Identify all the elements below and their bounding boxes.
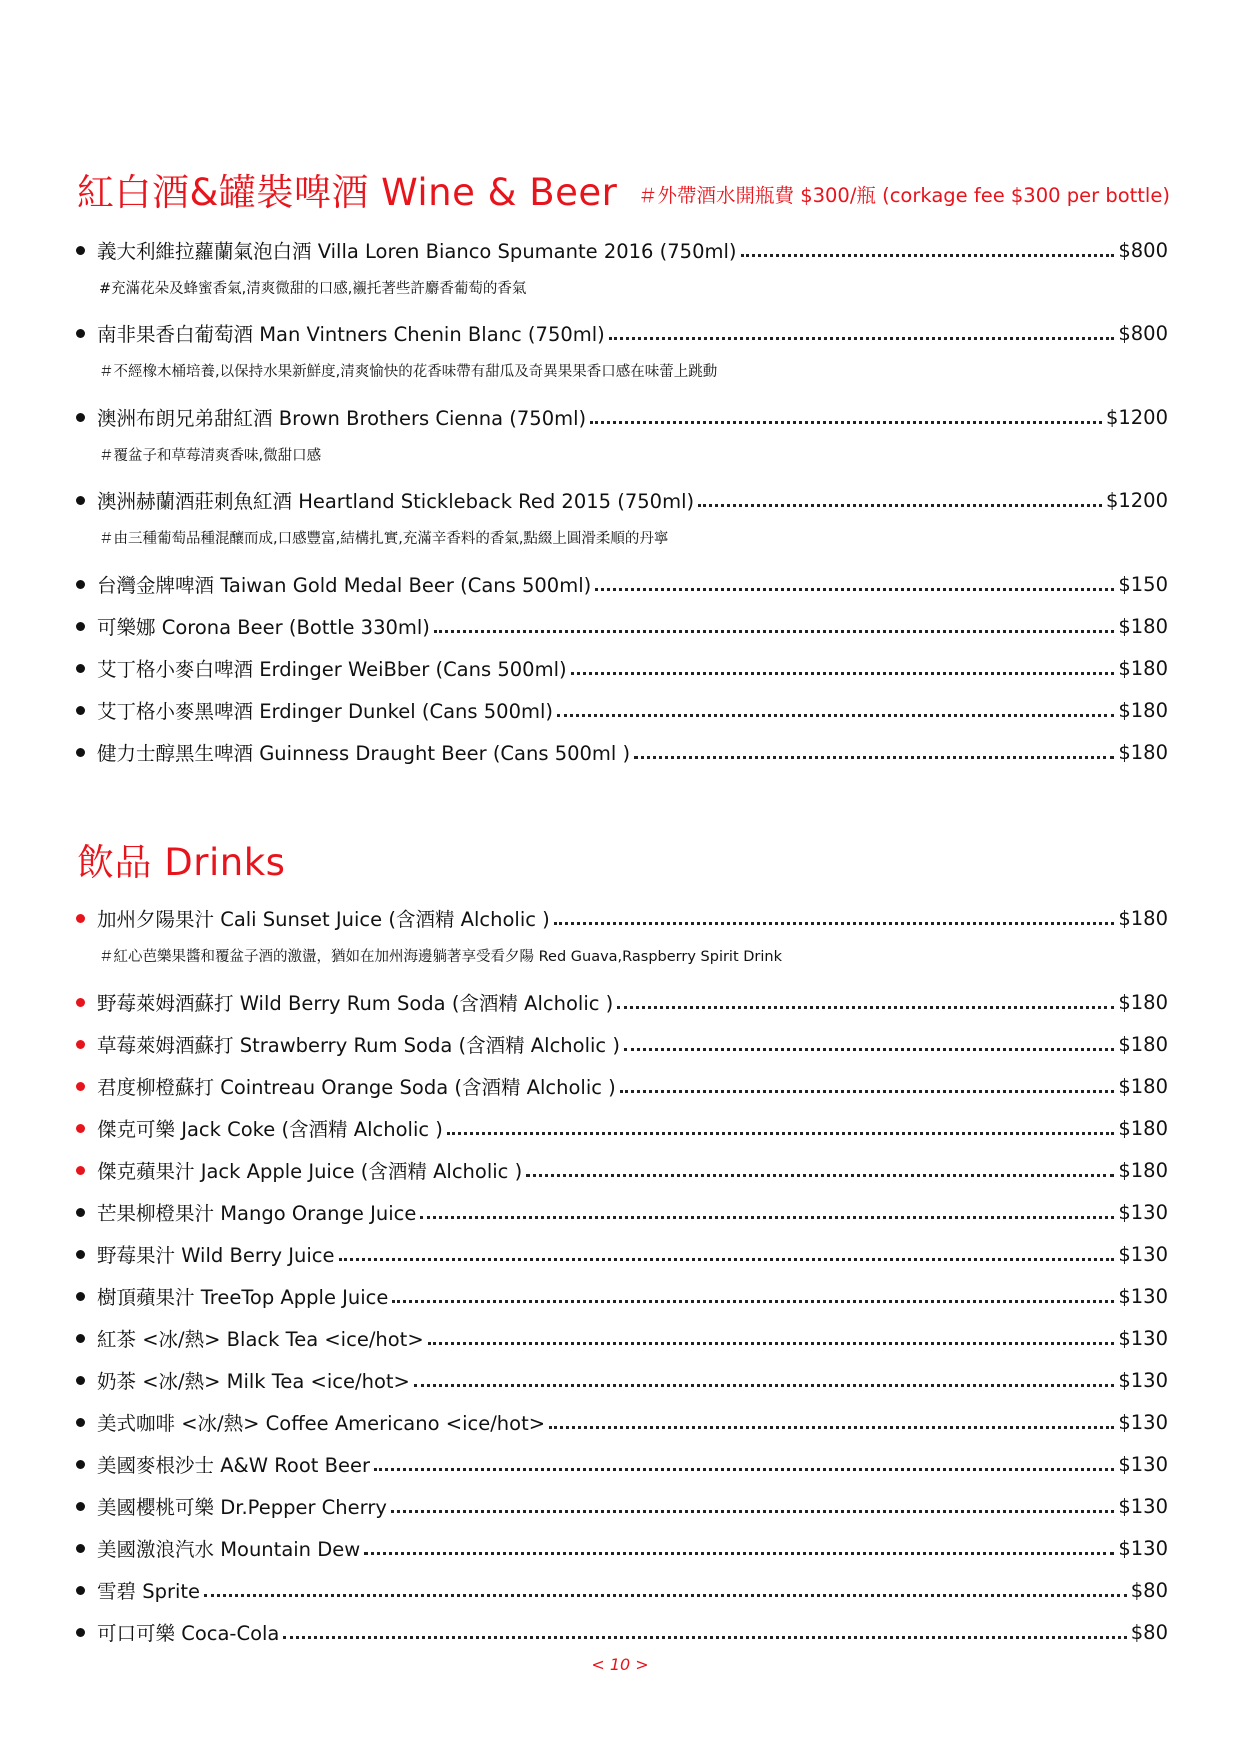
menu-item: [76, 1449, 1168, 1479]
menu-item: [76, 318, 1168, 348]
dot-leader: [595, 588, 1114, 591]
item-price: $130: [1118, 1494, 1168, 1518]
item-name: 澳洲布朗兄弟甜紅酒 Brown Brothers Cienna (750ml): [97, 407, 587, 430]
bullet-icon: [76, 1376, 85, 1385]
item-name: 雪碧 Sprite: [97, 1580, 201, 1603]
dot-leader: [620, 1090, 1115, 1093]
item-price: $800: [1118, 321, 1168, 345]
item-price: $130: [1118, 1200, 1168, 1224]
item-price: $130: [1118, 1368, 1168, 1392]
menu-item: [76, 1239, 1168, 1269]
bullet-icon: [76, 1334, 85, 1343]
menu-item: [76, 1197, 1168, 1227]
menu-item: [76, 1029, 1168, 1059]
menu-item: [76, 235, 1168, 265]
menu-item: [76, 737, 1168, 767]
bullet-icon: [76, 1166, 85, 1175]
dot-leader: [571, 672, 1115, 675]
menu-item: [76, 402, 1168, 432]
item-note: ＃不經橡木桶培養,以保持水果新鮮度,清爽愉快的花香味帶有甜瓜及奇異果果香口感在味蕾上跳動: [99, 364, 718, 380]
item-name: 美國櫻桃可樂 Dr.Pepper Cherry: [97, 1496, 387, 1519]
item-price: $130: [1118, 1410, 1168, 1434]
item-name: 可口可樂 Coca-Cola: [97, 1622, 280, 1645]
menu-item: [76, 485, 1168, 515]
menu-item: [76, 1281, 1168, 1311]
bullet-icon: [76, 246, 85, 255]
item-name: 紅茶 <冰/熱> Black Tea <ice/hot>: [97, 1328, 424, 1351]
menu-item: [76, 1575, 1168, 1605]
item-name: 芒果柳橙果汁 Mango Orange Juice: [97, 1202, 417, 1225]
dot-leader: [392, 1300, 1114, 1303]
bullet-icon: [76, 413, 85, 422]
bullet-icon: [76, 1124, 85, 1133]
bullet-icon: [76, 1586, 85, 1595]
bullet-icon: [76, 622, 85, 631]
dot-leader: [526, 1174, 1114, 1177]
menu-item: [76, 1533, 1168, 1563]
item-price: $180: [1118, 740, 1168, 764]
item-name: 傑克蘋果汁 Jack Apple Juice (含酒精 Alcholic ): [97, 1160, 523, 1183]
menu-item: [76, 1323, 1168, 1353]
item-name: 南非果香白葡萄酒 Man Vintners Chenin Blanc (750ml): [97, 323, 605, 346]
item-name: 可樂娜 Corona Beer (Bottle 330ml): [97, 616, 430, 639]
menu-item: [76, 1617, 1168, 1647]
item-price: $130: [1118, 1284, 1168, 1308]
item-price: $130: [1118, 1326, 1168, 1350]
dot-leader: [420, 1216, 1114, 1219]
dot-leader: [374, 1468, 1114, 1471]
item-price: $180: [1118, 990, 1168, 1014]
item-price: $800: [1118, 238, 1168, 262]
item-price: $130: [1118, 1242, 1168, 1266]
item-name: 野莓萊姆酒蘇打 Wild Berry Rum Soda (含酒精 Alcholic ): [97, 992, 614, 1015]
item-name: 健力士醇黑生啤酒 Guinness Draught Beer (Cans 500ml ): [97, 742, 631, 765]
item-name: 奶茶 <冰/熱> Milk Tea <ice/hot>: [97, 1370, 410, 1393]
menu-item: [76, 653, 1168, 683]
item-price: $130: [1118, 1452, 1168, 1476]
menu-item: [76, 987, 1168, 1017]
item-price: $150: [1118, 572, 1168, 596]
bullet-icon: [76, 329, 85, 338]
item-price: $130: [1118, 1536, 1168, 1560]
dot-leader: [414, 1384, 1115, 1387]
bullet-icon: [76, 706, 85, 715]
bullet-icon: [76, 748, 85, 757]
bullet-icon: [76, 1250, 85, 1259]
item-name: 君度柳橙蘇打 Cointreau Orange Soda (含酒精 Alcholic ): [97, 1076, 616, 1099]
item-price: $180: [1118, 1158, 1168, 1182]
item-name: 美國麥根沙士 A&W Root Beer: [97, 1454, 370, 1477]
dot-leader: [204, 1594, 1127, 1597]
dot-leader: [609, 337, 1115, 340]
item-name: 義大利維拉蘿蘭氣泡白酒 Villa Loren Bianco Spumante 2016 (750ml): [97, 240, 737, 263]
item-name: 艾丁格小麥白啤酒 Erdinger WeiBber (Cans 500ml): [97, 658, 567, 681]
dot-leader: [428, 1342, 1115, 1345]
bullet-icon: [76, 914, 85, 923]
item-note: ＃由三種葡萄品種混釀而成,口感豐富,結構扎實,充滿辛香料的香氣,點綴上圓滑柔順的丹寧: [99, 531, 669, 547]
menu-item: [76, 1071, 1168, 1101]
item-price: $180: [1118, 698, 1168, 722]
item-price: $180: [1118, 1116, 1168, 1140]
bullet-icon: [76, 1040, 85, 1049]
dot-leader: [434, 630, 1114, 633]
item-price: $80: [1130, 1578, 1168, 1602]
dot-leader: [549, 1426, 1114, 1429]
item-price: $1200: [1105, 405, 1168, 429]
dot-leader: [554, 922, 1115, 925]
bullet-icon: [76, 1208, 85, 1217]
menu-item: [76, 569, 1168, 599]
bullet-icon: [76, 1082, 85, 1091]
menu-item: [76, 695, 1168, 725]
bullet-icon: [76, 1292, 85, 1301]
item-name: 美式咖啡 <冰/熱> Coffee Americano <ice/hot>: [97, 1412, 546, 1435]
item-price: $180: [1118, 656, 1168, 680]
dot-leader: [391, 1510, 1114, 1513]
item-note: #充滿花朵及蜂蜜香氣,清爽微甜的口感,襯托著些許麝香葡萄的香氣: [99, 281, 527, 297]
menu-item: [76, 903, 1168, 933]
menu-item: [76, 1155, 1168, 1185]
dot-leader: [339, 1258, 1115, 1261]
item-price: $1200: [1105, 488, 1168, 512]
dot-leader: [624, 1048, 1114, 1051]
bullet-icon: [76, 664, 85, 673]
menu-item: [76, 1365, 1168, 1395]
bullet-icon: [76, 580, 85, 589]
item-price: $180: [1118, 1074, 1168, 1098]
item-price: $80: [1130, 1620, 1168, 1644]
item-name: 野莓果汁 Wild Berry Juice: [97, 1244, 335, 1267]
bullet-icon: [76, 496, 85, 505]
dot-leader: [698, 504, 1102, 507]
menu-item: [76, 1491, 1168, 1521]
item-price: $180: [1118, 1032, 1168, 1056]
bullet-icon: [76, 1460, 85, 1469]
item-name: 草莓萊姆酒蘇打 Strawberry Rum Soda (含酒精 Alcholic ): [97, 1034, 620, 1057]
wine-section-title: 紅白酒&罐裝啤酒 Wine & Beer: [77, 171, 618, 214]
dot-leader: [364, 1552, 1114, 1555]
dot-leader: [617, 1006, 1114, 1009]
item-name: 艾丁格小麥黑啤酒 Erdinger Dunkel (Cans 500ml): [97, 700, 554, 723]
item-note: ＃紅心芭樂果醬和覆盆子酒的激盪，猶如在加州海邊躺著享受看夕陽 Red Guava,Raspberry Spirit Drink: [99, 949, 782, 965]
bullet-icon: [76, 1502, 85, 1511]
drinks-section-title: 飲品 Drinks: [77, 841, 286, 884]
item-price: $180: [1118, 614, 1168, 638]
dot-leader: [447, 1132, 1114, 1135]
corkage-fee-note: ＃外帶酒水開瓶費 $300/瓶 (corkage fee $300 per bottle): [638, 184, 1170, 207]
item-name: 樹頂蘋果汁 TreeTop Apple Juice: [97, 1286, 389, 1309]
dot-leader: [557, 714, 1114, 717]
item-note: ＃覆盆子和草莓清爽香味,微甜口感: [99, 448, 322, 464]
item-price: $180: [1118, 906, 1168, 930]
bullet-icon: [76, 998, 85, 1007]
menu-item: [76, 1407, 1168, 1437]
dot-leader: [590, 421, 1102, 424]
item-name: 台灣金牌啤酒 Taiwan Gold Medal Beer (Cans 500ml): [97, 574, 592, 597]
bullet-icon: [76, 1544, 85, 1553]
item-name: 傑克可樂 Jack Coke (含酒精 Alcholic ): [97, 1118, 443, 1141]
bullet-icon: [76, 1418, 85, 1427]
item-name: 澳洲赫蘭酒莊刺魚紅酒 Heartland Stickleback Red 2015 (750ml): [97, 490, 695, 513]
bullet-icon: [76, 1628, 85, 1637]
menu-item: [76, 611, 1168, 641]
item-name: 加州夕陽果汁 Cali Sunset Juice (含酒精 Alcholic ): [97, 908, 550, 931]
dot-leader: [634, 756, 1114, 759]
dot-leader: [283, 1636, 1126, 1639]
dot-leader: [741, 254, 1115, 257]
page-number: < 10 >: [591, 1655, 649, 1674]
item-name: 美國激浪汽水 Mountain Dew: [97, 1538, 361, 1561]
menu-item: [76, 1113, 1168, 1143]
